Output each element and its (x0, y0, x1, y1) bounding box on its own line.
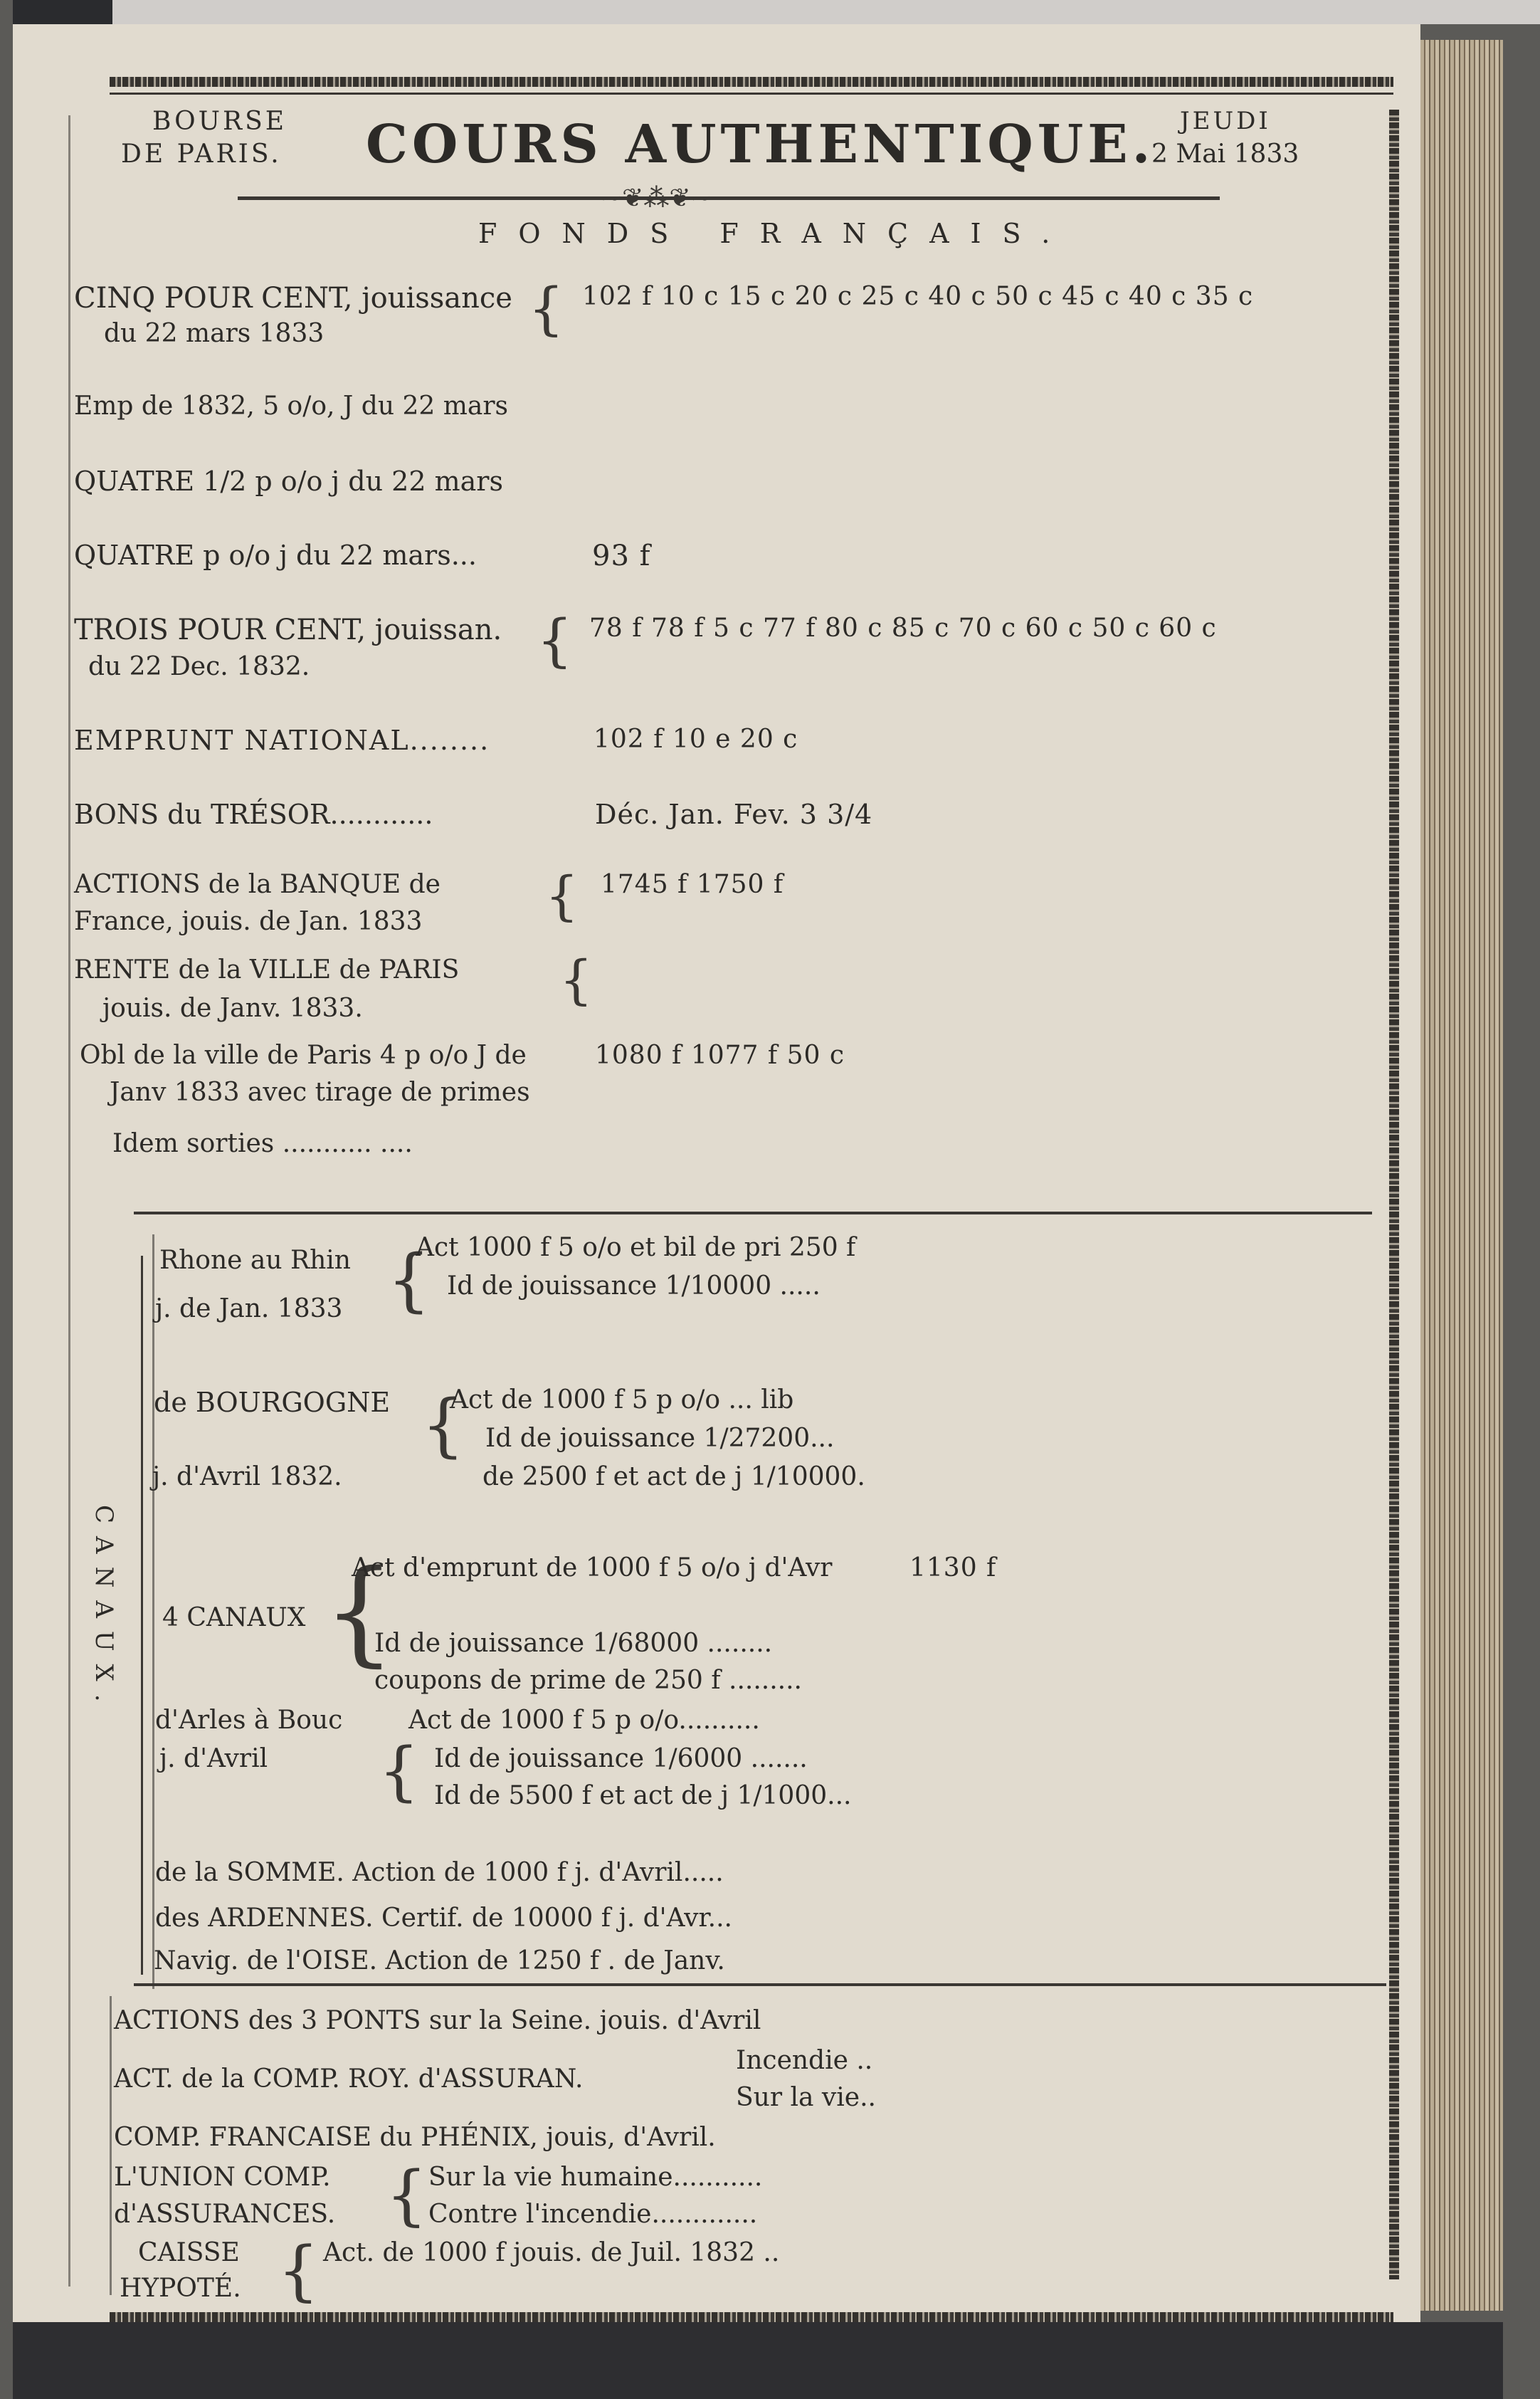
brace: { (387, 1240, 431, 1320)
canal-line: de la SOMME. Action de 1000 f j. d'Avril..... (155, 1858, 724, 1887)
canaux-side-rule (141, 1256, 143, 1975)
action-sub: Sur la vie.. (736, 2083, 876, 2112)
section-divider (134, 1983, 1386, 1986)
canal-item: Id de jouissance 1/27200... (485, 1424, 835, 1453)
action-line: L'UNION COMP. (114, 2163, 331, 2192)
document-page (13, 24, 1420, 2322)
canal-name-2: j. de Jan. 1833 (155, 1294, 343, 1323)
fonds-label: QUATRE 1/2 p o/o j du 22 mars (74, 466, 503, 497)
fonds-label: ACTIONS de la BANQUE de (74, 870, 441, 899)
section-title: FONDS FRANÇAIS. (478, 218, 1072, 249)
fonds-label: RENTE de la VILLE de PARIS (74, 955, 460, 985)
fonds-prices: Déc. Jan. Fev. 3 3/4 (595, 799, 873, 830)
fonds-label-2: du 22 Dec. 1832. (88, 652, 310, 681)
header-right-line1: JEUDI (1180, 107, 1271, 135)
background-top-strip (107, 0, 1540, 24)
canal-item: Act 1000 f 5 o/o et bil de pri 250 f (416, 1233, 856, 1262)
action-line-2: d'ASSURANCES. (114, 2200, 336, 2229)
left-frame-rule (68, 115, 70, 2287)
top-decorative-border (110, 77, 1393, 87)
canal-item: Act de 1000 f 5 p o/o.......... (408, 1706, 760, 1735)
section-divider (134, 1212, 1372, 1214)
canal-name: de BOURGOGNE (154, 1387, 391, 1418)
page-edges (1420, 40, 1503, 2311)
canal-item: de 2500 f et act de j 1/10000. (482, 1462, 865, 1491)
canal-item: Id de jouissance 1/10000 ..... (447, 1271, 821, 1301)
brace: { (537, 607, 573, 673)
brace: { (386, 2157, 428, 2233)
canaux-inner-rule (152, 1234, 154, 1989)
fonds-prices: 78 f 78 f 5 c 77 f 80 c 85 c 70 c 60 c 50 c 60 c (589, 614, 1217, 643)
right-decorative-border (1389, 110, 1399, 2279)
brace: { (379, 1734, 420, 1809)
fonds-label-2: jouis. de Janv. 1833. (102, 994, 363, 1023)
action-line: ACT. de la COMP. ROY. d'ASSURAN. (114, 2064, 584, 2094)
fonds-prices: 1745 f 1750 f (601, 870, 784, 899)
canal-name: d'Arles à Bouc (155, 1706, 343, 1735)
brace: { (545, 866, 579, 927)
action-sub: Sur la vie humaine........... (428, 2163, 763, 2192)
fonds-label: QUATRE p o/o j du 22 mars... (74, 540, 477, 571)
fonds-label: Emp de 1832, 5 o/o, J du 22 mars (74, 392, 508, 421)
canal-name-2: j. d'Avril (159, 1744, 268, 1773)
canal-item: Id de 5500 f et act de j 1/1000... (434, 1781, 852, 1810)
actions-side-rule (110, 1996, 112, 2295)
fonds-prices: 1080 f 1077 f 50 c (595, 1041, 845, 1070)
canal-item: Id de jouissance 1/68000 ........ (374, 1629, 773, 1658)
action-line: CAISSE (138, 2238, 240, 2267)
brace: { (528, 275, 564, 342)
canal-item: Act de 1000 f 5 p o/o ... lib (450, 1385, 794, 1414)
fonds-label: BONS du TRÉSOR............ (74, 799, 433, 830)
action-sub: Incendie .. (736, 2046, 873, 2075)
top-thin-rule (110, 93, 1393, 95)
fonds-label: CINQ POUR CENT, jouissance (74, 282, 512, 315)
action-line-2: HYPOTÉ. (120, 2274, 241, 2303)
header-left-line1: BOURSE (152, 107, 288, 136)
page-title: COURS AUTHENTIQUE. (366, 114, 1155, 175)
canal-name: Rhone au Rhin (159, 1246, 351, 1275)
header-left-line2: DE PARIS. (121, 140, 282, 169)
title-ornament-rule (238, 196, 1220, 200)
brace: { (559, 950, 594, 1011)
canal-line: Navig. de l'OISE. Action de 1250 f . de Janv. (154, 1946, 725, 1975)
fonds-label: EMPRUNT NATIONAL........ (74, 725, 490, 756)
title-ornament: ~❦⁂❦~ (601, 184, 712, 213)
canal-price: 1130 f (909, 1553, 997, 1582)
bottom-decorative-border (110, 2312, 1393, 2322)
canal-item: Id de jouissance 1/6000 ....... (434, 1744, 808, 1773)
background-bottom-band (13, 2322, 1503, 2399)
fonds-label-2: du 22 mars 1833 (104, 319, 325, 348)
header-date: 2 Mai 1833 (1151, 140, 1299, 169)
brace: { (323, 1545, 396, 1678)
canal-line: des ARDENNES. Certif. de 10000 f j. d'Avr... (155, 1904, 733, 1933)
fonds-prices: 102 f 10 e 20 c (594, 725, 798, 754)
fonds-prices: 102 f 10 c 15 c 20 c 25 c 40 c 50 c 45 c 40 c 35 c (582, 282, 1254, 311)
action-sub: Contre l'incendie............. (428, 2200, 758, 2229)
action-line: ACTIONS des 3 PONTS sur la Seine. jouis. d'Avril (114, 2006, 761, 2035)
fonds-label: TROIS POUR CENT, jouissan. (74, 614, 502, 646)
fonds-prices: 93 f (592, 540, 651, 572)
canal-name-2: j. d'Avril 1832. (152, 1462, 342, 1491)
book-spine (13, 0, 112, 24)
fonds-label-2: Janv 1833 avec tirage de primes (110, 1078, 530, 1107)
canal-item: coupons de prime de 250 f ......... (374, 1666, 802, 1695)
fonds-label-2: France, jouis. de Jan. 1833 (74, 907, 423, 936)
canal-item: Act d'emprunt de 1000 f 5 o/o j d'Avr (352, 1553, 833, 1582)
canaux-vertical-label: CANAUX. (90, 1505, 118, 1715)
action-line: COMP. FRANCAISE du PHÉNIX, jouis, d'Avril. (114, 2123, 716, 2152)
fonds-label: Obl de la ville de Paris 4 p o/o J de (80, 1041, 527, 1070)
brace: { (421, 1385, 465, 1465)
action-sub: Act. de 1000 f jouis. de Juil. 1832 .. (323, 2238, 780, 2267)
brace: { (278, 2232, 320, 2309)
canal-name: 4 CANAUX (162, 1603, 306, 1632)
fonds-label: Idem sorties ........... .... (112, 1129, 413, 1158)
